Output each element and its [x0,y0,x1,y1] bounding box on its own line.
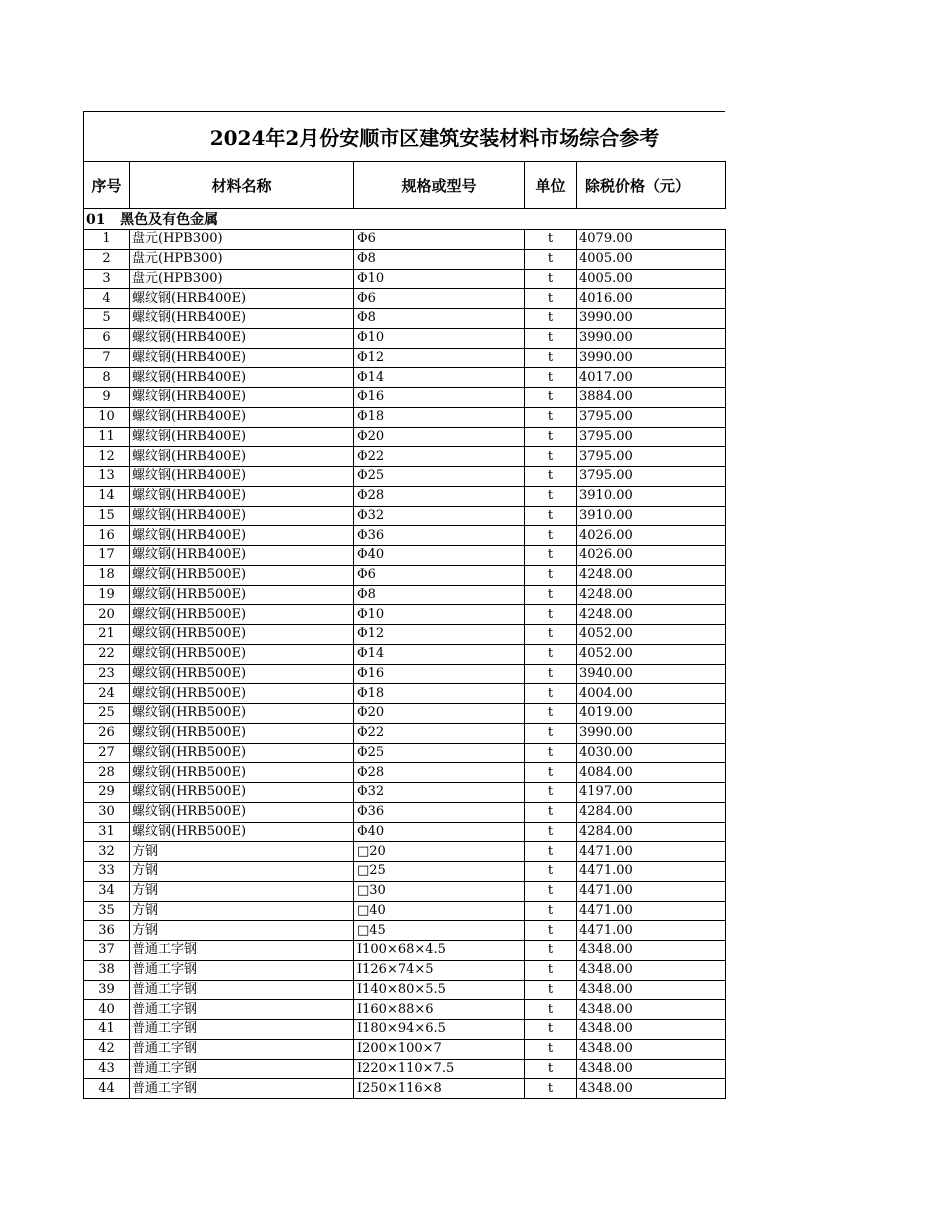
header-no: 序号 [84,162,130,209]
cell-no: 39 [84,980,130,1000]
cell-name: 螺纹钢(HRB400E) [130,526,354,546]
table-row [84,960,726,980]
cell-price: 3990.00 [577,309,726,329]
cell-spec: Φ18 [354,684,525,704]
cell-no: 1 [84,230,130,250]
table-row [84,447,726,467]
cell-no: 3 [84,269,130,289]
cell-price: 4348.00 [577,1059,726,1079]
price-table [83,161,726,1099]
table-row [84,822,726,842]
cell-name: 螺纹钢(HRB500E) [130,664,354,684]
cell-name: 螺纹钢(HRB500E) [130,783,354,803]
cell-unit: t [525,506,577,526]
table-row [84,723,726,743]
cell-name: 普通工字钢 [130,1039,354,1059]
cell-name: 盘元(HPB300) [130,269,354,289]
cell-price: 3795.00 [577,427,726,447]
cell-price: 4284.00 [577,802,726,822]
cell-spec: □40 [354,901,525,921]
cell-no: 20 [84,605,130,625]
cell-unit: t [525,447,577,467]
cell-name: 螺纹钢(HRB400E) [130,546,354,566]
cell-spec: □25 [354,862,525,882]
cell-spec: I220×110×7.5 [354,1059,525,1079]
cell-unit: t [525,605,577,625]
cell-no: 23 [84,664,130,684]
cell-name: 螺纹钢(HRB400E) [130,427,354,447]
cell-unit: t [525,1079,577,1099]
cell-price: 4348.00 [577,980,726,1000]
cell-name: 螺纹钢(HRB500E) [130,684,354,704]
cell-price: 4197.00 [577,783,726,803]
cell-unit: t [525,309,577,329]
cell-unit: t [525,802,577,822]
cell-unit: t [525,664,577,684]
cell-spec: Φ20 [354,427,525,447]
table-row [84,941,726,961]
cell-price: 4284.00 [577,822,726,842]
cell-price: 4471.00 [577,842,726,862]
cell-spec: Φ14 [354,368,525,388]
table-row [84,328,726,348]
cell-no: 15 [84,506,130,526]
cell-spec: Φ22 [354,723,525,743]
cell-spec: □45 [354,921,525,941]
cell-price: 3990.00 [577,348,726,368]
cell-name: 方钢 [130,921,354,941]
cell-unit: t [525,427,577,447]
cell-spec: Φ20 [354,704,525,724]
table-row [84,546,726,566]
table-row [84,486,726,506]
cell-no: 30 [84,802,130,822]
cell-spec: Φ12 [354,625,525,645]
cell-spec: I200×100×7 [354,1039,525,1059]
table-row [84,230,726,250]
cell-no: 33 [84,862,130,882]
cell-unit: t [525,980,577,1000]
cell-unit: t [525,783,577,803]
cell-price: 4084.00 [577,763,726,783]
cell-unit: t [525,941,577,961]
cell-unit: t [525,565,577,585]
cell-no: 16 [84,526,130,546]
cell-price: 4005.00 [577,269,726,289]
cell-no: 27 [84,743,130,763]
cell-spec: Φ22 [354,447,525,467]
category-code: 01 [86,212,106,228]
cell-price: 4026.00 [577,546,726,566]
cell-no: 26 [84,723,130,743]
cell-price: 4471.00 [577,881,726,901]
cell-spec: Φ16 [354,664,525,684]
header-price: 除税价格（元） [577,162,726,209]
cell-no: 36 [84,921,130,941]
cell-name: 螺纹钢(HRB500E) [130,605,354,625]
cell-no: 19 [84,585,130,605]
cell-name: 螺纹钢(HRB400E) [130,289,354,309]
cell-spec: I140×80×5.5 [354,980,525,1000]
cell-unit: t [525,625,577,645]
cell-no: 28 [84,763,130,783]
cell-name: 螺纹钢(HRB500E) [130,802,354,822]
cell-unit: t [525,526,577,546]
cell-unit: t [525,644,577,664]
cell-price: 3795.00 [577,467,726,487]
cell-name: 螺纹钢(HRB500E) [130,585,354,605]
cell-price: 3910.00 [577,486,726,506]
spreadsheet [83,111,725,1099]
cell-no: 21 [84,625,130,645]
cell-spec: □30 [354,881,525,901]
table-row [84,407,726,427]
cell-price: 3940.00 [577,664,726,684]
cell-spec: Φ6 [354,565,525,585]
cell-no: 5 [84,309,130,329]
cell-unit: t [525,1059,577,1079]
cell-unit: t [525,467,577,487]
cell-name: 螺纹钢(HRB400E) [130,407,354,427]
cell-spec: Φ40 [354,822,525,842]
cell-name: 普通工字钢 [130,941,354,961]
category-row [84,209,726,230]
cell-name: 普通工字钢 [130,960,354,980]
cell-no: 17 [84,546,130,566]
table-row [84,802,726,822]
cell-name: 螺纹钢(HRB500E) [130,743,354,763]
table-row [84,526,726,546]
table-row [84,980,726,1000]
cell-no: 14 [84,486,130,506]
cell-spec: Φ10 [354,605,525,625]
cell-price: 4017.00 [577,368,726,388]
cell-unit: t [525,901,577,921]
cell-no: 13 [84,467,130,487]
cell-price: 4348.00 [577,1079,726,1099]
cell-price: 4019.00 [577,704,726,724]
header-spec: 规格或型号 [354,162,525,209]
cell-spec: Φ25 [354,467,525,487]
cell-spec: □20 [354,842,525,862]
cell-spec: Φ10 [354,328,525,348]
cell-name: 螺纹钢(HRB400E) [130,328,354,348]
cell-spec: Φ10 [354,269,525,289]
table-row [84,763,726,783]
cell-name: 普通工字钢 [130,1020,354,1040]
cell-price: 4348.00 [577,960,726,980]
cell-unit: t [525,862,577,882]
cell-spec: Φ32 [354,506,525,526]
cell-price: 3795.00 [577,407,726,427]
cell-price: 4248.00 [577,585,726,605]
cell-price: 4471.00 [577,921,726,941]
cell-no: 35 [84,901,130,921]
table-row [84,289,726,309]
table-row [84,783,726,803]
cell-name: 方钢 [130,842,354,862]
table-row [84,704,726,724]
table-row [84,901,726,921]
cell-spec: Φ6 [354,230,525,250]
cell-no: 42 [84,1039,130,1059]
cell-no: 6 [84,328,130,348]
cell-price: 4052.00 [577,644,726,664]
sheet-title: 2024年2月份安顺市区建筑安装材料市场综合参考 [83,111,725,161]
cell-price: 4348.00 [577,1020,726,1040]
cell-price: 3990.00 [577,328,726,348]
cell-no: 37 [84,941,130,961]
cell-spec: Φ36 [354,802,525,822]
cell-no: 38 [84,960,130,980]
table-row [84,1000,726,1020]
cell-unit: t [525,328,577,348]
cell-price: 4471.00 [577,901,726,921]
cell-price: 4471.00 [577,862,726,882]
cell-unit: t [525,1020,577,1040]
cell-name: 螺纹钢(HRB400E) [130,486,354,506]
cell-price: 4348.00 [577,941,726,961]
cell-unit: t [525,881,577,901]
cell-no: 18 [84,565,130,585]
cell-no: 40 [84,1000,130,1020]
cell-no: 43 [84,1059,130,1079]
table-row [84,506,726,526]
cell-no: 11 [84,427,130,447]
cell-unit: t [525,269,577,289]
cell-spec: Φ36 [354,526,525,546]
table-row [84,842,726,862]
cell-name: 螺纹钢(HRB400E) [130,309,354,329]
cell-no: 24 [84,684,130,704]
cell-name: 螺纹钢(HRB500E) [130,644,354,664]
cell-spec: Φ8 [354,249,525,269]
cell-unit: t [525,822,577,842]
cell-name: 螺纹钢(HRB500E) [130,704,354,724]
cell-name: 螺纹钢(HRB500E) [130,625,354,645]
table-row [84,862,726,882]
cell-unit: t [525,230,577,250]
cell-price: 4004.00 [577,684,726,704]
cell-unit: t [525,368,577,388]
table-row [84,684,726,704]
cell-spec: I160×88×6 [354,1000,525,1020]
table-row [84,1079,726,1099]
table-row [84,585,726,605]
cell-price: 4026.00 [577,526,726,546]
table-row [84,1039,726,1059]
table-row [84,388,726,408]
cell-no: 10 [84,407,130,427]
cell-name: 盘元(HPB300) [130,230,354,250]
cell-spec: Φ28 [354,486,525,506]
cell-no: 32 [84,842,130,862]
cell-unit: t [525,348,577,368]
cell-name: 螺纹钢(HRB400E) [130,368,354,388]
cell-spec: Φ18 [354,407,525,427]
table-row [84,269,726,289]
table-row [84,625,726,645]
table-row [84,565,726,585]
table-row [84,368,726,388]
cell-name: 螺纹钢(HRB500E) [130,565,354,585]
category-name: 黑色及有色金属 [120,212,219,228]
cell-no: 41 [84,1020,130,1040]
cell-unit: t [525,960,577,980]
cell-unit: t [525,743,577,763]
cell-name: 螺纹钢(HRB400E) [130,447,354,467]
cell-no: 2 [84,249,130,269]
cell-price: 4248.00 [577,605,726,625]
cell-no: 29 [84,783,130,803]
cell-spec: Φ6 [354,289,525,309]
cell-unit: t [525,704,577,724]
cell-spec: Φ8 [354,309,525,329]
cell-spec: I126×74×5 [354,960,525,980]
cell-price: 4052.00 [577,625,726,645]
cell-spec: Φ28 [354,763,525,783]
table-row [84,467,726,487]
cell-spec: I180×94×6.5 [354,1020,525,1040]
cell-name: 普通工字钢 [130,980,354,1000]
table-row [84,644,726,664]
cell-no: 9 [84,388,130,408]
cell-price: 3910.00 [577,506,726,526]
cell-unit: t [525,289,577,309]
table-row [84,1059,726,1079]
table-row [84,309,726,329]
cell-name: 螺纹钢(HRB500E) [130,822,354,842]
header-row [84,162,726,209]
cell-unit: t [525,1000,577,1020]
table-row [84,1020,726,1040]
cell-unit: t [525,723,577,743]
cell-unit: t [525,1039,577,1059]
table-row [84,348,726,368]
table-row [84,427,726,447]
cell-no: 4 [84,289,130,309]
cell-unit: t [525,486,577,506]
cell-spec: Φ14 [354,644,525,664]
cell-name: 普通工字钢 [130,1079,354,1099]
cell-no: 7 [84,348,130,368]
cell-unit: t [525,407,577,427]
cell-spec: I100×68×4.5 [354,941,525,961]
cell-price: 3795.00 [577,447,726,467]
table-row [84,921,726,941]
cell-name: 普通工字钢 [130,1000,354,1020]
cell-name: 方钢 [130,862,354,882]
cell-price: 4079.00 [577,230,726,250]
cell-price: 4030.00 [577,743,726,763]
header-unit: 单位 [525,162,577,209]
cell-unit: t [525,684,577,704]
cell-spec: Φ16 [354,388,525,408]
table-row [84,249,726,269]
cell-unit: t [525,546,577,566]
cell-unit: t [525,763,577,783]
cell-spec: Φ8 [354,585,525,605]
cell-name: 螺纹钢(HRB400E) [130,467,354,487]
cell-price: 4248.00 [577,565,726,585]
cell-name: 螺纹钢(HRB400E) [130,388,354,408]
cell-spec: I250×116×8 [354,1079,525,1099]
cell-name: 盘元(HPB300) [130,249,354,269]
cell-name: 螺纹钢(HRB500E) [130,763,354,783]
header-name: 材料名称 [130,162,354,209]
cell-unit: t [525,388,577,408]
cell-price: 4348.00 [577,1039,726,1059]
cell-no: 22 [84,644,130,664]
cell-no: 25 [84,704,130,724]
cell-price: 4005.00 [577,249,726,269]
cell-price: 4348.00 [577,1000,726,1020]
cell-unit: t [525,842,577,862]
cell-name: 螺纹钢(HRB400E) [130,348,354,368]
cell-spec: Φ40 [354,546,525,566]
cell-no: 34 [84,881,130,901]
cell-name: 方钢 [130,901,354,921]
cell-name: 螺纹钢(HRB500E) [130,723,354,743]
cell-price: 4016.00 [577,289,726,309]
table-row [84,881,726,901]
cell-name: 普通工字钢 [130,1059,354,1079]
cell-spec: Φ32 [354,783,525,803]
cell-price: 3884.00 [577,388,726,408]
cell-unit: t [525,921,577,941]
cell-no: 44 [84,1079,130,1099]
cell-spec: Φ25 [354,743,525,763]
cell-price: 3990.00 [577,723,726,743]
table-row [84,605,726,625]
cell-unit: t [525,249,577,269]
cell-no: 8 [84,368,130,388]
cell-unit: t [525,585,577,605]
cell-name: 方钢 [130,881,354,901]
cell-no: 31 [84,822,130,842]
cell-spec: Φ12 [354,348,525,368]
cell-no: 12 [84,447,130,467]
cell-name: 螺纹钢(HRB400E) [130,506,354,526]
table-row [84,664,726,684]
table-row [84,743,726,763]
